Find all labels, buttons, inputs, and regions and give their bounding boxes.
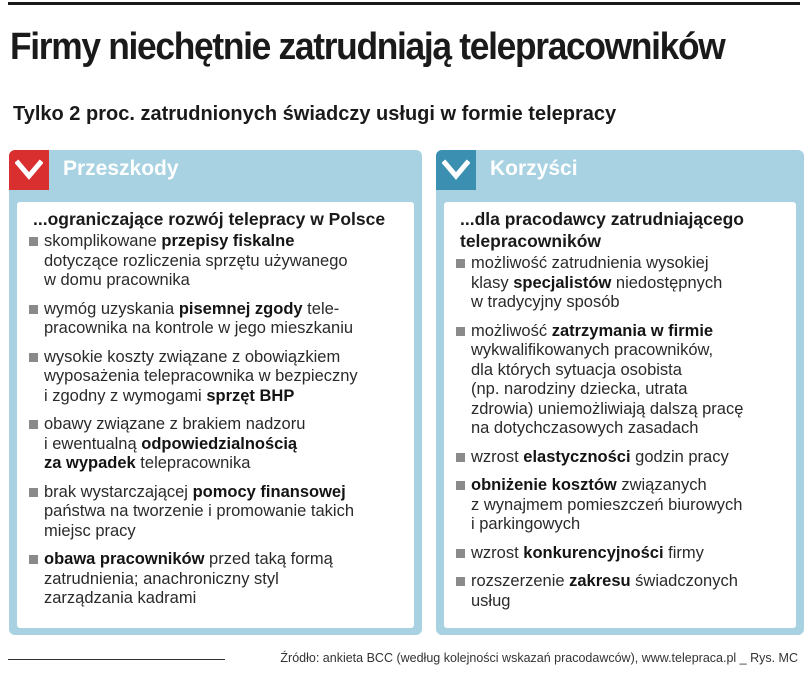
chevron-down-icon: [15, 157, 43, 183]
benefits-list: [456, 254, 788, 620]
list-item: obawy związane z brakiem nadzoru i ewentualną odpowiedzialnością za wypadek telepracownika: [29, 415, 406, 474]
list-item: skomplikowane przepisy fiskalne dotyczące rozliczenia sprzętu używanego w domu pracownika: [29, 232, 406, 291]
obstacles-tab: [9, 150, 49, 190]
source-note: Źródło: ankieta BCC (według kolejności wskazań pracodawców), www.telepraca.pl _ Rys. MC: [280, 651, 798, 665]
benefits-tab: [436, 150, 476, 190]
square-bullet-icon: [456, 481, 465, 490]
benefits-content: [444, 202, 796, 628]
square-bullet-icon: [29, 305, 38, 314]
list-item: wzrost konkurencyjności firmy: [456, 544, 788, 564]
list-item: możliwość zatrzymania w firmie wykwalifikowanych pracowników, dla których sytuacja osobista (np. narodziny dziecka, utrata zdrowia) uniemożliwiają dalszą pracę na dotychczasowych zasadach: [456, 322, 788, 439]
list-item: obniżenie kosztów związanych z wynajmem pomieszczeń biurowych i parkingowych: [456, 476, 788, 535]
obstacles-intro: ...ograniczające rozwój telepracy w Polsce: [33, 209, 386, 229]
source-rule: [8, 659, 225, 660]
square-bullet-icon: [456, 549, 465, 558]
benefits-header: [436, 150, 804, 190]
obstacles-header: [9, 150, 422, 190]
top-rule: [8, 2, 800, 5]
list-item: wzrost elastyczności godzin pracy: [456, 448, 788, 468]
benefits-panel: [436, 150, 804, 635]
list-item: brak wystarczającej pomocy finansowej państwa na tworzenie i promowanie takich miejsc pracy: [29, 483, 406, 542]
list-item: rozszerzenie zakresu świadczonych usług: [456, 572, 788, 611]
square-bullet-icon: [456, 453, 465, 462]
page-subtitle: Tylko 2 proc. zatrudnionych świadczy usługi w formie telepracy: [13, 103, 617, 125]
square-bullet-icon: [29, 555, 38, 564]
list-item: wysokie koszty związane z obowiązkiem wyposażenia telepracownika w bezpieczny i zgodny z wymogami sprzęt BHP: [29, 348, 406, 407]
obstacles-panel: [9, 150, 422, 635]
page-title: Firmy niechętnie zatrudniają telepracowników: [10, 26, 725, 68]
obstacles-content: [17, 202, 414, 628]
obstacles-list: [29, 232, 406, 618]
list-item: wymóg uzyskania pisemnej zgody tele- pracownika na kontrole w jego mieszkaniu: [29, 300, 406, 339]
square-bullet-icon: [29, 420, 38, 429]
chevron-down-icon: [442, 157, 470, 183]
square-bullet-icon: [456, 327, 465, 336]
square-bullet-icon: [29, 353, 38, 362]
benefits-title: Korzyści: [490, 157, 578, 180]
list-item: możliwość zatrudnienia wysokiej klasy specjalistów niedostępnych w tradycyjny sposób: [456, 254, 788, 313]
obstacles-title: Przeszkody: [63, 157, 179, 180]
list-item: obawa pracowników przed taką formą zatrudnienia; anachroniczny styl zarządzania kadrami: [29, 550, 406, 609]
square-bullet-icon: [456, 577, 465, 586]
square-bullet-icon: [29, 488, 38, 497]
square-bullet-icon: [456, 259, 465, 268]
benefits-intro: ...dla pracodawcy zatrudniającego telepracowników: [460, 209, 744, 251]
square-bullet-icon: [29, 237, 38, 246]
